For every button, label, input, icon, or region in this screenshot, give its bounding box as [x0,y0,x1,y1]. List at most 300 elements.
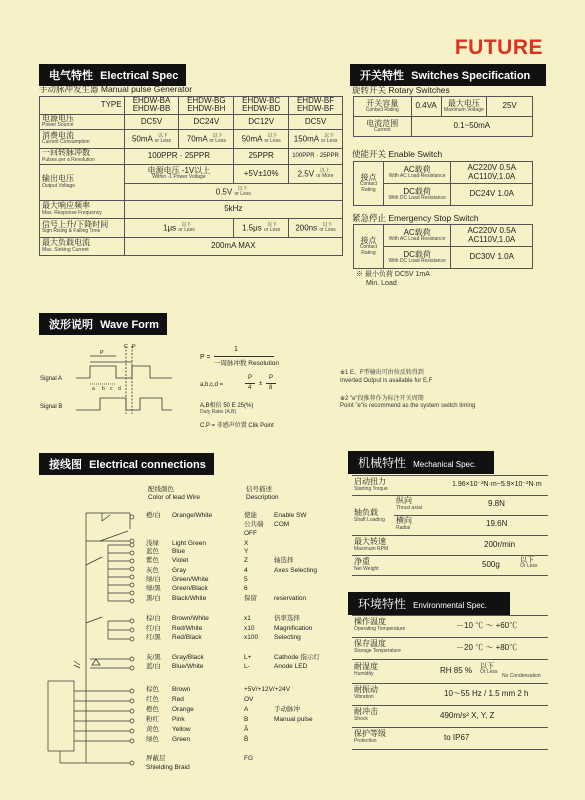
wave-note1-cn: ※1 E、F型输出可由按反转得到 [340,370,424,376]
electrical-spec-table [39,96,343,256]
radial-cn: 横向 [396,516,412,525]
model-cell-1 [124,97,179,115]
conn-row-7 [146,568,317,575]
conn-cn-19: 粉红 [146,716,159,723]
conn-d1-11: x1 [244,615,251,622]
conn-cn-4: 浅绿 [146,540,159,547]
vibration-value: 10～55 Hz / 1.5 mm 2 h [444,689,529,698]
current-val-4: 150mA [293,133,319,143]
color-header-cn: 配线颜色 [148,486,174,493]
thrust-en: Thrust axial [396,504,422,511]
wave-note2-en: Point "e"is recommend as the system switch timing [340,403,476,410]
conn-d1-13: x100 [244,634,259,641]
conn-cn-16: 棕色 [146,686,159,693]
desc-header-cn: 信号描述 [246,486,272,493]
conn-en-5: Blue [172,548,186,555]
conn-row-3 [146,531,274,538]
vibration-label [354,686,378,700]
conn-row-12 [146,626,312,633]
conn-en-10: Black/White [172,595,207,602]
storage-temp-value: －20 ℃ ～ +80℃ [456,643,518,652]
current-label [40,129,125,148]
conn-en-18: Orange [172,706,194,713]
conn-row-13 [146,635,301,642]
conn-cn-7: 灰色 [146,567,159,574]
conn-d2-12: Magnification [274,625,313,632]
vibration-en: Vibration [354,693,374,700]
desc-header-en: Description [246,493,279,501]
conn-en-20: Yellow [172,726,191,733]
model-3a: EHDW-BC [242,96,281,105]
electrical-title-cn: 电气特性 [49,70,93,82]
op-temp-en: Operating Temperature [354,625,406,632]
conn-en-12: Red/White [172,625,203,632]
protection-cn: 保护等级 [354,729,386,738]
conn-cn-5: 蓝色 [146,548,159,555]
current-suffix-en-2: or Less [209,137,226,144]
output-v-25-val: 2.5V [297,168,315,178]
humidity-en: Humidity [354,670,374,677]
conn-d1-4: X [244,540,249,547]
weight-cn: 净重 [354,557,370,566]
wave-title-cn: 波形说明 [49,319,93,331]
shock-value: 490m/s² X, Y, Z [440,711,495,720]
protection-value: to IP67 [444,733,470,742]
connections-title [39,453,214,475]
thrust-value: 9.8N [488,499,505,508]
mechanical-spec-title [348,451,494,474]
conn-en-11: Brown/White [172,615,209,622]
pulses-cn: 一回转脉冲数 [42,148,90,158]
rise-less-cn-2: 以下 [267,221,278,228]
conn-en-21: Green [172,736,191,743]
shock-en: Shock [354,715,368,722]
torque-value: 1.96×10⁻²N·m~5.9×10⁻²N·m [452,481,542,488]
rotary-contact-cn: 开关容量 [366,98,399,108]
wave-formulas [200,346,310,429]
pulses-val-3: 100PPR · 25PPR [289,148,343,164]
within-cn: 电源电压 -1V以上 [147,165,211,175]
response-row [40,200,343,218]
rotary-maxv-label [441,97,487,117]
power-val-2: DC24V [179,114,234,129]
type-label: TYPE [40,97,125,115]
response-cn: 最大响应频率 [42,201,90,211]
color-header-en: Color of lead Wire [148,493,201,501]
type-row [40,97,343,115]
conn-en-15: Blue/White [172,663,204,670]
enable-ac-row [354,162,533,184]
op-temp-cn: 操作温度 [354,617,386,626]
conn-cn-6: 紫色 [146,557,159,564]
output-voltage-cn: 输出电压 [42,174,74,184]
conn-en-8: Green/White [172,576,209,583]
power-val-1: DC5V [124,114,179,129]
conn-d2-19: Manual pulse [274,716,313,723]
wiring-diagram [40,505,140,775]
conn-cn-17: 红色 [146,696,159,703]
rotary-current-cn: 电流范围 [366,118,399,128]
conn-en-1: Orange/White [172,512,213,519]
output-more-cn: 以上 [319,167,330,174]
rotary-row-2 [354,117,533,137]
weight-en: Net Weight [354,565,379,572]
estop-ac-value1: AC220V 0.5A [467,226,516,236]
wave-label-p: P [100,350,104,356]
conn-en-22: Shielding Braid [146,764,190,771]
abcd-four: 4 [248,385,252,391]
within-en: Within -1 Power Voltage [152,174,206,181]
op-temp-value: －10 ℃ ～ +60℃ [456,621,518,630]
current-suffix-cn-1: 以下 [157,132,168,139]
abcd-pm: ± [259,381,263,387]
wave-label-p-top: P [132,344,136,350]
conn-en-16: Brown [172,686,191,693]
humidity-value: RH 85 % [440,666,473,675]
estop-ac-value [451,225,533,247]
conn-cn-15: 蓝/白 [146,663,161,670]
conn-d1-19: B [244,716,249,723]
torque-cn: 启动扭力 [354,477,386,486]
conn-d1-5: Y [244,548,249,555]
pulses-val-1: 100PPR · 25PPR [124,148,234,164]
environmental-spec-title [348,592,510,615]
humidity-label [354,663,378,677]
conn-row-18 [146,707,300,714]
rotary-current-value: 0.1~50mA [411,117,532,137]
environment-title-en: Environmental Spec. [413,601,487,610]
conn-d1-14: L+ [244,654,252,661]
output-v-05 [124,183,342,200]
humidity-cn: 耐湿度 [354,662,378,671]
current-suffix-en-1: or Less [154,137,172,144]
radial-value: 19.6N [486,519,508,528]
conn-cn-18: 橙色 [146,706,159,713]
power-val-4: DC5V [289,114,343,129]
estop-point-en1: Contact [359,244,378,251]
conn-cn-22: 屏蔽层 [146,755,166,762]
current-cn: 消费电流 [42,130,74,140]
wave-label-b: b [102,386,105,392]
current-suffix-cn-2: 以下 [212,132,223,139]
output-voltage-row-1 [40,164,343,183]
output-voltage-en: Output Voltage [42,182,76,189]
sink-val: 200mA MAX [124,237,342,255]
current-suffix-en-3: or Less [264,137,281,144]
output-v-25 [289,164,343,183]
weight-label [354,558,379,572]
weight-suffix-en: Or Less [520,563,538,569]
min-load-line1: ※ 最小负荷 DC5V 1mA [356,271,430,278]
conn-d1-10: 保留 [244,595,257,602]
sink-label [40,237,125,255]
model-3b: EHDW-BD [242,104,281,114]
humidity-nc: No Condensation [502,673,541,679]
enable-dc-label [383,184,450,206]
enable-point [354,162,384,206]
switches-title-en: Switches Specification [411,70,531,82]
conn-en-13: Red/Black [172,634,202,641]
power-label [40,114,125,129]
storage-temp-cn: 保存温度 [354,639,386,648]
conn-d2-7: Axes Selecting [274,567,317,574]
conn-d1-9: 6 [244,585,248,592]
conn-d1-6: Z [244,557,248,564]
model-cell-2 [179,97,234,115]
rotary-contact-value: 0.4VA [411,97,441,117]
enable-ac-value1: AC220V 0.5A [467,163,516,173]
power-row [40,114,343,129]
wave-note1-en: Inverted Output is available for E,F [340,377,433,384]
abcd-bar1 [245,383,255,384]
signal-b-label: Signal B [40,404,63,410]
shaft-en: Shaft Loading [354,516,385,523]
output-v-pm: +5V±10% [234,164,289,183]
conn-en-19: Pink [172,716,185,723]
response-val: 5kHz [124,200,342,218]
current-suffix-en-4: or Less [320,137,338,144]
desc-header [246,486,279,502]
p-formula-bar [214,356,274,357]
conn-en-9: Green/Black [172,585,208,592]
estop-dc-value: DC30V 1.0A [451,247,533,269]
estop-point-en2: Rating [361,249,376,256]
conn-row-22-en [146,765,190,772]
rotary-maxv-en: Maximum Voltage [444,107,484,114]
current-val-1: 50mA [131,133,153,143]
shaft-label [354,509,385,523]
conn-row-6 [146,558,294,565]
rotary-current-label [354,117,412,137]
model-cell-3 [234,97,289,115]
conn-row-16 [146,686,291,694]
rise-less-cn-3: 以下 [322,221,333,228]
sink-en: Max. Sinking Current [42,246,89,253]
enable-ac-value2: AC110V,1.0A [468,171,516,181]
model-2a: EHDW-BG [187,96,226,105]
click-point: C.P = 非感声位置 Clik Point [200,423,274,429]
current-row [40,129,343,148]
rotary-maxv-cn: 最大电压 [447,98,480,108]
connections-title-cn: 接线图 [49,459,82,471]
conn-d1-1: 使能 [244,512,257,519]
current-val-2: 70mA [186,133,208,143]
model-2b: EHDW-BH [187,104,226,114]
rise-label [40,218,125,237]
conn-en-4: Light Green [172,540,206,547]
rotary-contact-label [354,97,412,117]
conn-row-17 [146,697,274,704]
model-cell-4 [289,97,343,115]
torque-label [354,478,388,492]
rise-val-1: 1μs [163,222,177,232]
conn-row-15 [146,664,307,671]
p-formula-resolution: 一周脉冲数 Resolution [214,360,280,367]
estop-point-cn: 接点 [360,236,377,246]
duty-ratio: A,B相倍 50 E 25(%) [200,403,254,409]
output-less-en: or Less [234,190,251,197]
conn-d1-12: x10 [244,625,255,632]
rotary-current-en: Current [373,127,391,134]
enable-ac-value [451,162,533,184]
rise-en: Sign Rising & Falling Time [42,228,101,235]
conn-row-19 [146,717,313,724]
estop-title: 紧急停止 Emergency Stop Switch [352,213,479,223]
sink-row [40,237,343,255]
conn-cn-11: 棕/白 [146,615,161,622]
rise-less-en-1: or Less [178,226,195,233]
electrical-subtitle: 手动脉冲发生器 Manual pulse Generator [39,84,193,94]
conn-en-17: Red [172,696,184,703]
sink-cn: 最大负载电流 [42,238,90,248]
model-1a: EHDW-BA [132,96,171,105]
conn-cn-20: 黄色 [146,726,159,733]
response-label [40,200,125,218]
output-voltage-label [40,164,125,200]
estop-ac-label [383,225,450,247]
wave-form-title [39,313,167,335]
environment-title-cn: 环境特性 [358,597,407,611]
estop-ac-cn: AC载荷 [403,227,431,237]
estop-table [353,224,533,269]
electrical-title-en: Electrical Spec [100,70,179,82]
estop-dc-cn: DC载荷 [403,249,431,259]
shaft-cn: 轴负载 [354,508,378,517]
abcd-eight: 8 [269,385,273,391]
switches-title-cn: 开关特性 [360,70,404,82]
conn-d1-2: 公共端 [244,521,264,528]
connections-title-en: Electrical connections [89,459,206,471]
conn-row-8 [146,577,274,584]
weight-value: 500g [482,560,500,569]
estop-ac-en: With AC Load Resistance [388,236,446,243]
estop-ac-row [354,225,533,247]
estop-point [354,225,384,269]
power-en: Power Source [42,122,74,129]
conn-d2-11: 倍率选择 [274,615,300,622]
estop-ac-value2: AC110V,1.0A [468,234,516,244]
wave-label-d: d [118,386,121,392]
rise-cell-1 [124,218,234,237]
abcd-bar2 [266,383,276,384]
torque-en: Starting Torque [354,485,388,492]
conn-d2-14: Cathode 指示灯 [274,654,320,661]
rise-val-3: 200ns [295,222,318,232]
enable-point-cn: 接点 [360,173,377,183]
enable-dc-en: With DC Load Resistance [388,195,446,202]
conn-d1-7: 4 [244,567,248,574]
conn-d1-8: 5 [244,576,248,583]
current-val-3: 50mA [241,133,263,143]
conn-cn-21: 绿色 [146,736,159,743]
p-formula [200,346,310,370]
estop-dc-label [383,247,450,269]
conn-row-14 [146,655,320,662]
mechanical-title-cn: 机械特性 [358,456,407,470]
color-header [148,486,200,502]
thrust-cn: 纵向 [396,496,412,505]
conn-row-2 [146,522,289,529]
rpm-en: Maximum RPM [354,545,389,552]
rpm-label [354,538,388,552]
min-load-note [356,270,430,288]
conn-d2-1: Enable SW [274,512,307,519]
abcd-p8: P [269,375,274,381]
p-formula-label: P = [200,354,211,361]
duty-ratio-en: Duty Ratio (A,B) [200,409,237,415]
p-formula-one: 1 [234,346,238,353]
humidity-suffix-en: Or Less [480,669,498,675]
shock-cn: 耐冲击 [354,707,378,716]
current-cell-4 [289,129,343,148]
conn-d2-2: COM [274,521,290,528]
power-val-3: DC12V [234,114,289,129]
signal-a-label: Signal A [40,376,63,382]
conn-cn-13: 红/黑 [146,634,161,641]
conn-row-22 [146,756,274,763]
conn-cn-10: 黑/白 [146,595,161,602]
rotary-table [353,96,533,137]
model-4a: EHDW-BF [296,96,335,105]
conn-cn-9: 绿/黑 [146,585,161,592]
response-en: Max. Response Frequency [42,209,102,216]
radial-en: Radial [396,524,411,531]
protection-label [354,730,386,744]
rpm-cn: 最大转速 [354,537,386,546]
thrust-label [396,497,422,511]
current-suffix-cn-4: 以下 [324,132,335,139]
enable-table [353,161,533,206]
rise-less-cn-1: 以下 [181,221,192,228]
brand-logo: FUTURE [454,36,543,59]
enable-dc-value: DC24V 1.0A [451,184,533,206]
output-more-en: or More [316,172,334,179]
rise-val-2: 1.5μs [241,222,262,232]
conn-d1-15: L- [244,663,250,670]
model-4b: EHDW-BF [296,104,335,114]
conn-row-5 [146,549,274,556]
rotary-maxv-value: 25V [487,97,533,117]
enable-point-en1: Contact [359,181,378,188]
conn-row-4 [146,541,274,548]
op-temp-label [354,618,405,632]
current-cell-2 [179,129,234,148]
pulses-val-2: 25PPR [234,148,289,164]
conn-d1-3: OFF [244,530,257,537]
waveform-diagram [40,340,190,420]
vibration-cn: 耐振动 [354,685,378,694]
conn-en-14: Gray/Black [172,654,204,661]
rotary-row-1 [354,97,533,117]
enable-title: 使能开关 Enable Switch [352,149,443,159]
radial-label [396,517,412,531]
current-en: Current Consumption [42,139,90,146]
rise-cell-2 [234,218,289,237]
conn-d1-16: +5V/+12V/+24V [244,686,291,693]
rpm-value: 200r/min [484,540,516,549]
conn-cn-14: 灰/黑 [146,654,161,661]
current-cell-3 [234,129,289,148]
wave-notes [340,370,475,411]
pulses-label [40,148,125,164]
rotary-title: 旋转开关 Rotary Switches [352,85,450,95]
rise-less-en-3: or Less [319,226,336,233]
conn-d2-10: reservation [274,595,307,602]
wave-label-c2: c [110,386,113,392]
enable-point-en2: Rating [361,186,376,193]
wave-title-en: Wave Form [100,319,159,331]
conn-en-7: Gray [172,567,187,574]
